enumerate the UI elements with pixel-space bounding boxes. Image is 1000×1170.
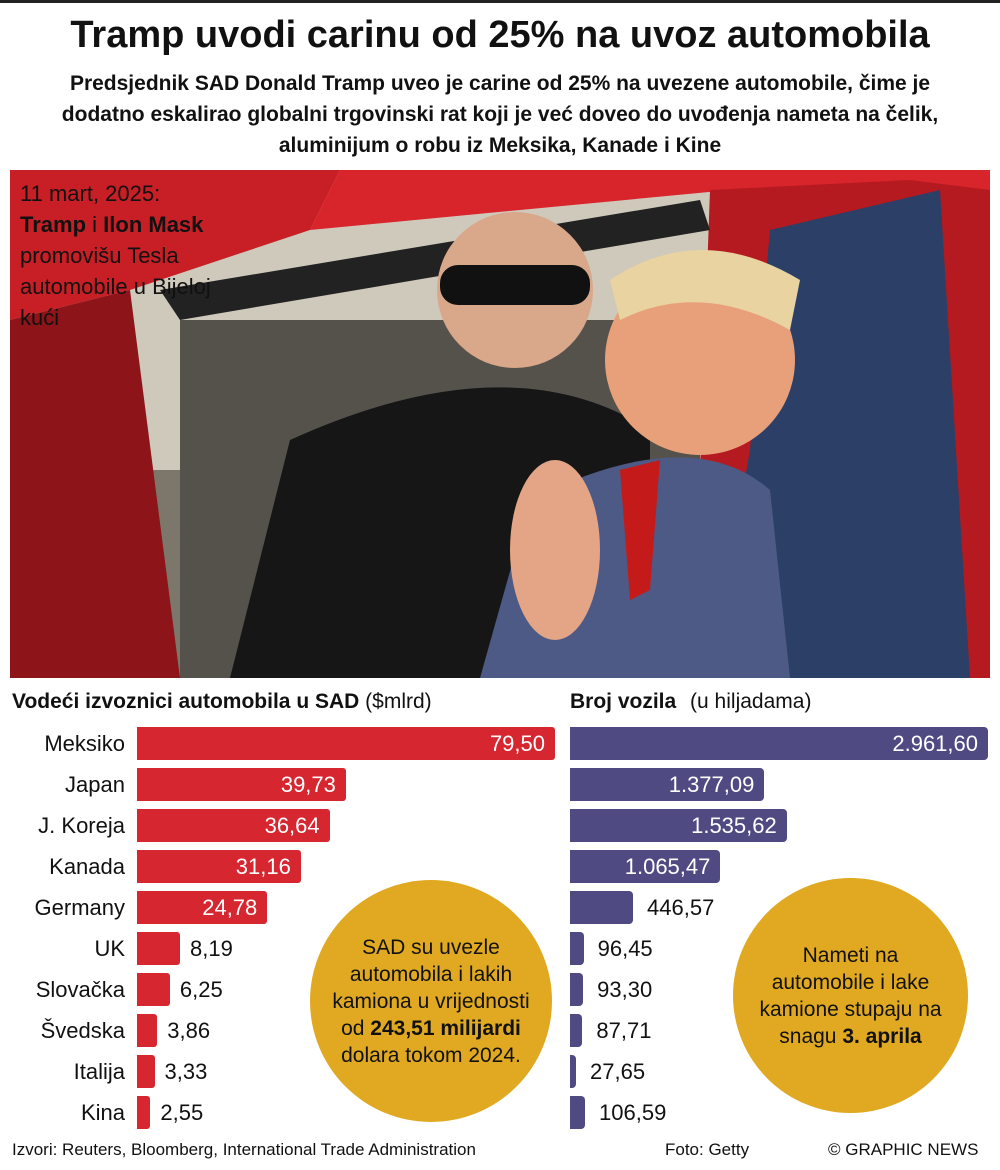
value-label: 3,86 (167, 1018, 211, 1043)
left-chart-title (12, 690, 432, 714)
value-label: 8,19 (190, 936, 233, 961)
caption-and: i (86, 212, 104, 237)
callout-imports-pre: SAD su uvezle automobila i lakih kamiona u vrijednosti od (332, 935, 530, 1040)
right-chart-title-text: Broj vozila (570, 690, 677, 713)
caption-date: 11 mart, 2025: (20, 181, 161, 206)
bar-left (137, 1055, 155, 1088)
value-label: 106,59 (599, 1100, 667, 1125)
left-chart-title-text: Vodeći izvoznici automobila u SAD (12, 690, 360, 713)
category-label: Kina (80, 1100, 125, 1125)
bar-right (570, 1055, 576, 1088)
category-label: Slovačka (35, 977, 125, 1002)
bar-right (570, 932, 584, 965)
news-photo (10, 170, 990, 678)
callout-tariff-bold: 3. aprila (842, 1024, 922, 1048)
top-rule (0, 0, 1000, 3)
callout-tariff-pre: Nameti na automobile i lake kamione stupaju na snagu (759, 943, 942, 1048)
sources: Izvori: Reuters, Bloomberg, International Trade Administration (12, 1140, 476, 1159)
value-label: 446,57 (647, 895, 715, 920)
photo-credit: Foto: Getty (665, 1140, 750, 1159)
photo-caption (20, 178, 260, 333)
caption-name-2: Ilon Mask (103, 212, 204, 237)
value-label: 3,33 (164, 1059, 208, 1084)
callout-imports-bold: 243,51 milijardi (370, 1016, 521, 1040)
value-label: 1.377,09 (668, 772, 755, 797)
right-chart-title (570, 690, 811, 714)
category-label: Meksiko (44, 731, 125, 756)
page-subtitle: Predsjednik SAD Donald Tramp uveo je carine od 25% na uvezene automobile, čime je dodatno eskalirao globalni trgovinski rat koji je već doveo do uvođenja nameta na čelik, aluminijum o robu iz Meksika, Kanade i Kine (61, 72, 939, 157)
category-label: UK (94, 936, 125, 961)
value-label: 2,55 (160, 1100, 204, 1125)
bar-left (137, 973, 170, 1006)
value-label: 1.535,62 (691, 813, 777, 838)
category-label: Japan (65, 772, 125, 797)
value-label: 93,30 (597, 977, 653, 1002)
bar-right (570, 1096, 585, 1129)
caption-names (20, 209, 260, 240)
page-title: Tramp uvodi carinu od 25% na uvoz automobila (70, 14, 930, 56)
copyright: © GRAPHIC NEWS (828, 1140, 979, 1159)
left-chart-unit: ($mlrd) (365, 690, 432, 713)
category-label: Italija (73, 1059, 125, 1084)
value-label: 79,50 (489, 731, 545, 756)
value-label: 6,25 (179, 977, 223, 1002)
category-label: Germany (34, 895, 125, 920)
value-label: 1.065,47 (624, 854, 711, 879)
right-chart-unit: (u hiljadama) (690, 690, 812, 713)
bar-right (570, 1014, 582, 1047)
value-label: 24,78 (202, 895, 258, 920)
value-label: 2.961,60 (892, 731, 978, 756)
value-label: 31,16 (235, 854, 291, 879)
caption-name-1: Tramp (20, 212, 87, 237)
callout-tariff-text (751, 942, 951, 1050)
value-label: 87,71 (596, 1018, 652, 1043)
bar-left (137, 1096, 150, 1129)
callout-imports (310, 880, 552, 1122)
category-label: J. Koreja (38, 813, 125, 838)
bar-right (570, 891, 633, 924)
callout-imports-text (331, 934, 531, 1069)
bar-right (570, 973, 583, 1006)
callout-tariff-date (733, 878, 968, 1113)
callout-imports-post: dolara tokom 2024. (341, 1043, 521, 1067)
value-label: 27,65 (590, 1059, 646, 1084)
category-label: Kanada (49, 854, 125, 879)
bar-left (137, 932, 180, 965)
value-label: 96,45 (597, 936, 653, 961)
caption-text: promovišu Tesla automobile u Bijeloj kući (20, 243, 211, 330)
bar-left (137, 1014, 157, 1047)
value-label: 36,64 (264, 813, 320, 838)
value-label: 39,73 (280, 772, 336, 797)
category-label: Švedska (40, 1018, 125, 1043)
